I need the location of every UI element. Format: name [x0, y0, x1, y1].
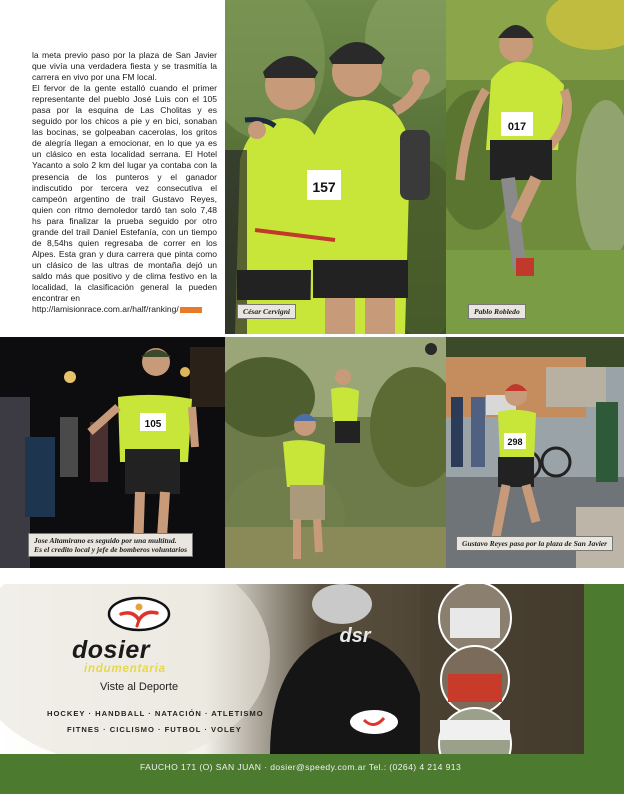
- ad-footer-bar: [0, 754, 624, 794]
- brand-subtitle: indumentaria: [84, 663, 166, 675]
- brand-name: dosier: [72, 636, 151, 664]
- bib-number-jose: 105: [144, 419, 162, 430]
- caption-cesar-cervigni: César Cervigni: [237, 304, 296, 319]
- dosier-logo-icon: [107, 596, 171, 632]
- ranking-url-link[interactable]: http://lamisionrace.com.ar/half/ranking/: [32, 304, 179, 315]
- article-url-line: [32, 304, 217, 315]
- orange-mark: [180, 307, 202, 313]
- caption-jose-altamirano: [28, 533, 193, 557]
- photo-pablo-robledo: [446, 0, 624, 334]
- bib-number-gustavo: 298: [507, 437, 523, 447]
- caption-gustavo-reyes: Gustavo Reyes pasa por la plaza de San Javier: [456, 536, 613, 551]
- photo-gustavo-reyes: [446, 337, 624, 568]
- caption-jose-line-1: Jose Altamirano es seguido por una multitud.: [34, 536, 177, 545]
- sports-list-line-1: HOCKEY · HANDBALL · NATACIÓN · ATLETISMO: [47, 709, 264, 718]
- photo-jose-altamirano: [0, 337, 225, 568]
- caption-jose-line-2: Es el credito local y jefe de bomberos voluntarios: [34, 545, 188, 554]
- caption-pablo-robledo: Pablo Robledo: [468, 304, 526, 319]
- ad-contact-info: FAUCHO 171 (O) SAN JUAN · dosier@speedy.com.ar Tel.: (0264) 4 214 913: [140, 762, 462, 772]
- article-text: [32, 50, 217, 315]
- article-paragraph-2: El fervor de la gente estalló cuando el primer representante del pueblo José Luis con el 105 pasa por la esquina de Las Cholitas y es seguido por los chicos a pie y en bici, sonaban las bocinas, se golpeaban cacerolas, los gritos de alegría llegan a emocionar, en lo que ya es un clásico en esta localidad serrana. El Hotel Yacanto a solo 2 km del lugar ya contaba con la presencia de los punteros y el ganador indiscutido por tercera vez consecutiva el campeón argentino de trail Gustavo Reyes, quien con ritmo demoledor tardó tan solo 7,48 hs para finalizar la prueba seguido por otro grande del trail Daniel Estefanía, con un tiempo de 8,54hs quien regresaba de correr en los Alpes. Esta gran y dura carrera que pinta como un clásico de las ultras de montaña dejó un saldo más que positivo y de clima festivo en la localidad, la clasificación general la pueden encontrar en: [32, 83, 217, 304]
- photo-cesar-cervigni: [225, 0, 446, 334]
- photo-trail-runners: [225, 337, 446, 568]
- dosier-advertisement: [0, 584, 624, 794]
- jersey-logo-text: dsr: [339, 625, 371, 647]
- article-paragraph-1: la meta previo paso por la plaza de San Javier que vivía una verdadera fiesta y se trasmitía la carrera en vivo por una FM local.: [32, 50, 217, 83]
- bib-number-pablo: 017: [507, 121, 527, 133]
- bib-number-cesar: 157: [312, 179, 336, 195]
- sports-list-line-2: FITNES · CICLISMO · FUTBOL · VOLEY: [67, 725, 242, 734]
- brand-slogan: Viste al Deporte: [100, 681, 179, 693]
